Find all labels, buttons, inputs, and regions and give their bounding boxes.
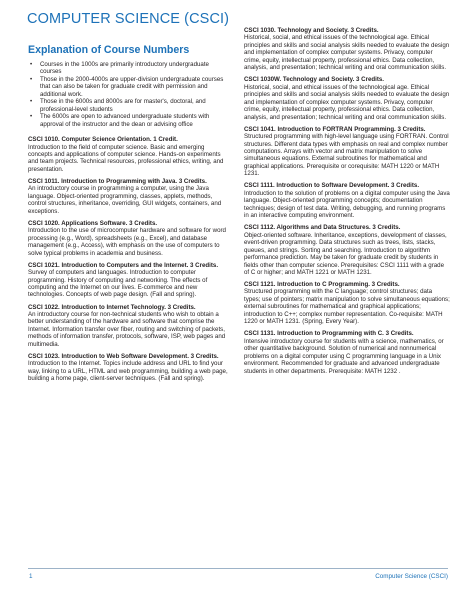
course-description: Introduction to the solution of problems on a digital computer using the Java language. Object-oriented programming concepts; documentation techniques; design of test data. Writing, debugging, and running programs in an interactive computing environment. bbox=[244, 189, 450, 220]
list-item: • The 6000s are open to advanced undergraduate students with approval of the instructor and the dean or advising office bbox=[38, 113, 228, 128]
course-entry-csci-1020 bbox=[28, 220, 228, 257]
course-description: An introductory course in programming a computer, using the Java language. Object-oriented programming, classes, applets, methods, control structures, inheritance, overriding, GUI widgets, containers, and exceptions. bbox=[28, 185, 222, 215]
course-entry-csci-1041 bbox=[244, 126, 450, 178]
left-column bbox=[28, 44, 228, 387]
course-description: An introductory course for non-technical students who wish to obtain a better understanding of the hardware and software that comprise the Internet. Information transfer over fiber, routing and switching of packets, methods of information transfer, protocols, software, ISP, web pages and multimedia. bbox=[28, 310, 226, 348]
course-title: CSCI 1010. Computer Science Orientation. 1 Credit. bbox=[28, 136, 178, 144]
course-description: Survey of computers and languages. Introduction to computer programming. History of computing and networking. The effects of computing and the Internet on our lives. E-commerce and new technologies. Concepts of web page design. (Fall and spring). bbox=[28, 269, 208, 299]
course-title: CSCI 1020. Applications Software. 3 Credits. bbox=[28, 219, 158, 227]
course-title: CSCI 1023. Introduction to Web Software Development. 3 Credits. bbox=[28, 352, 219, 360]
page-title: COMPUTER SCIENCE (CSCI) bbox=[27, 11, 230, 27]
course-description: Introduction to the Internet. Topics include address and URL to find your way, linking to a URL, HTML and web programming, building a web page, building a home page, client-server techniques. (Fall and spring). bbox=[28, 360, 228, 383]
course-entry-csci-1022 bbox=[28, 304, 228, 349]
course-entry-csci-1121 bbox=[244, 281, 450, 326]
right-column bbox=[244, 27, 450, 380]
course-entry-csci-1021 bbox=[28, 262, 228, 299]
course-title: CSCI 1121. Introduction to C Programming. 3 Credits. bbox=[244, 281, 400, 289]
course-entry-csci-1131 bbox=[244, 330, 450, 375]
course-entry-csci-1023 bbox=[28, 353, 228, 383]
course-title: CSCI 1030. Technology and Society. 3 Credits. bbox=[244, 27, 379, 34]
course-entry-csci-1011 bbox=[28, 178, 228, 215]
course-title: CSCI 1021. Introduction to Computers and the Internet. 3 Credits. bbox=[28, 261, 219, 269]
course-description: Structured programming with high-level language using FORTRAN. Control structures. Different data types with emphasis on real and complex number computations. Arrays with vector and matrix manipulation to solve simultaneous equations. External subroutines for mathematical and graphical applications. Prerequisite or corequisite: MATH 1220 or MATH 1231. bbox=[244, 133, 449, 178]
section-heading: Explanation of Course Numbers bbox=[28, 44, 190, 56]
course-description: Structured programming with the C language; control structures; data types; use of pointers; matrix manipulation to solve simultaneous equations; external subroutines for mathematical and graphical applications; introduction to C++; complex number representation. Co-requisite: MATH 1220 or MATH 1231. (Spring, Every Year). bbox=[244, 288, 450, 326]
course-entry-csci-1030w bbox=[244, 76, 450, 121]
course-description: Intensive introductory course for students with a science, mathematics, or other quantitative background. Solution of numerical and nonnumerical problems on a digital computer using C programming language in a Unix environment. Recommended for graduate and advanced undergraduate students in other departments. Prerequisite: MATH 1232 . bbox=[244, 337, 444, 375]
course-entry-csci-1112 bbox=[244, 224, 450, 276]
list-item: • Courses in the 1000s are primarily introductory undergraduate courses bbox=[38, 61, 228, 76]
course-description: Historical, social, and ethical issues of the technological age. Ethical principles and skills and social analysis skills needed to evaluate the design and implementation of complex computer systems. Privacy, computer crime, equity, intellectual property, professional ethics. Data collection, analysis, and presentation; technical writing and oral communication skills. bbox=[244, 83, 450, 121]
course-number-explanation-list bbox=[28, 61, 228, 128]
footer-divider bbox=[28, 568, 448, 569]
page-number: 1 bbox=[29, 573, 33, 580]
list-item: • Those in the 2000-4000s are upper-division undergraduate courses that can also be taken for graduate credit with permission and additional work. bbox=[38, 76, 228, 98]
course-title: CSCI 1131. Introduction to Programming with C. 3 Credits. bbox=[244, 330, 414, 338]
course-description: Object-oriented software. Inheritance, exceptions, development of classes, event-driven programming. Data structures such as trees, lists, stacks, queues, and strings. Sorting and searching. Introduction to algorithm performance prediction. May be taken for graduate credit by students in fields other than computer science. Prerequisites: CSCI 1111 with a grade of C or higher; and MATH 1221 or MATH 1231. bbox=[244, 231, 447, 276]
course-title: CSCI 1111. Introduction to Software Development. 3 Credits. bbox=[244, 182, 420, 190]
course-title: CSCI 1011. Introduction to Programming with Java. 3 Credits. bbox=[28, 177, 207, 185]
course-entry-csci-1030 bbox=[244, 27, 450, 72]
course-title: CSCI 1041. Introduction to FORTRAN Programming. 3 Credits. bbox=[244, 125, 426, 133]
course-description: Introduction to the field of computer science. Basic and emerging concepts and applications of computer science. Hands-on experiments and team projects. Technical resources, professional ethics, writing, and presentation. bbox=[28, 143, 224, 173]
footer-label: Computer Science (CSCI) bbox=[375, 573, 448, 580]
course-entry-csci-1010 bbox=[28, 136, 228, 173]
course-description: Historical, social, and ethical issues of the technological age. Ethical principles and skills and social analysis skills needed to evaluate the design and implementation of complex computer systems. Privacy, computer crime, equity, intellectual property, professional ethics. Data collection, analysis, and presentation; technical writing and oral communication skills. bbox=[244, 34, 450, 72]
course-description: Introduction to the use of microcomputer hardware and software for word processing (e.g., Word), spreadsheets (e.g., Excel), and database management (e.g., Access), with emphasis on the use of computers to solve typical problems in academia and business. bbox=[28, 227, 226, 257]
course-title: CSCI 1022. Introduction to Internet Technology. 3 Credits. bbox=[28, 303, 196, 311]
course-title: CSCI 1030W. Technology and Society. 3 Credits. bbox=[244, 76, 385, 84]
course-title: CSCI 1112. Algorithms and Data Structures. 3 Credits. bbox=[244, 224, 401, 232]
course-entry-csci-1111 bbox=[244, 182, 450, 219]
list-item: • Those in the 6000s and 8000s are for master's, doctoral, and professional-level students bbox=[38, 98, 228, 113]
